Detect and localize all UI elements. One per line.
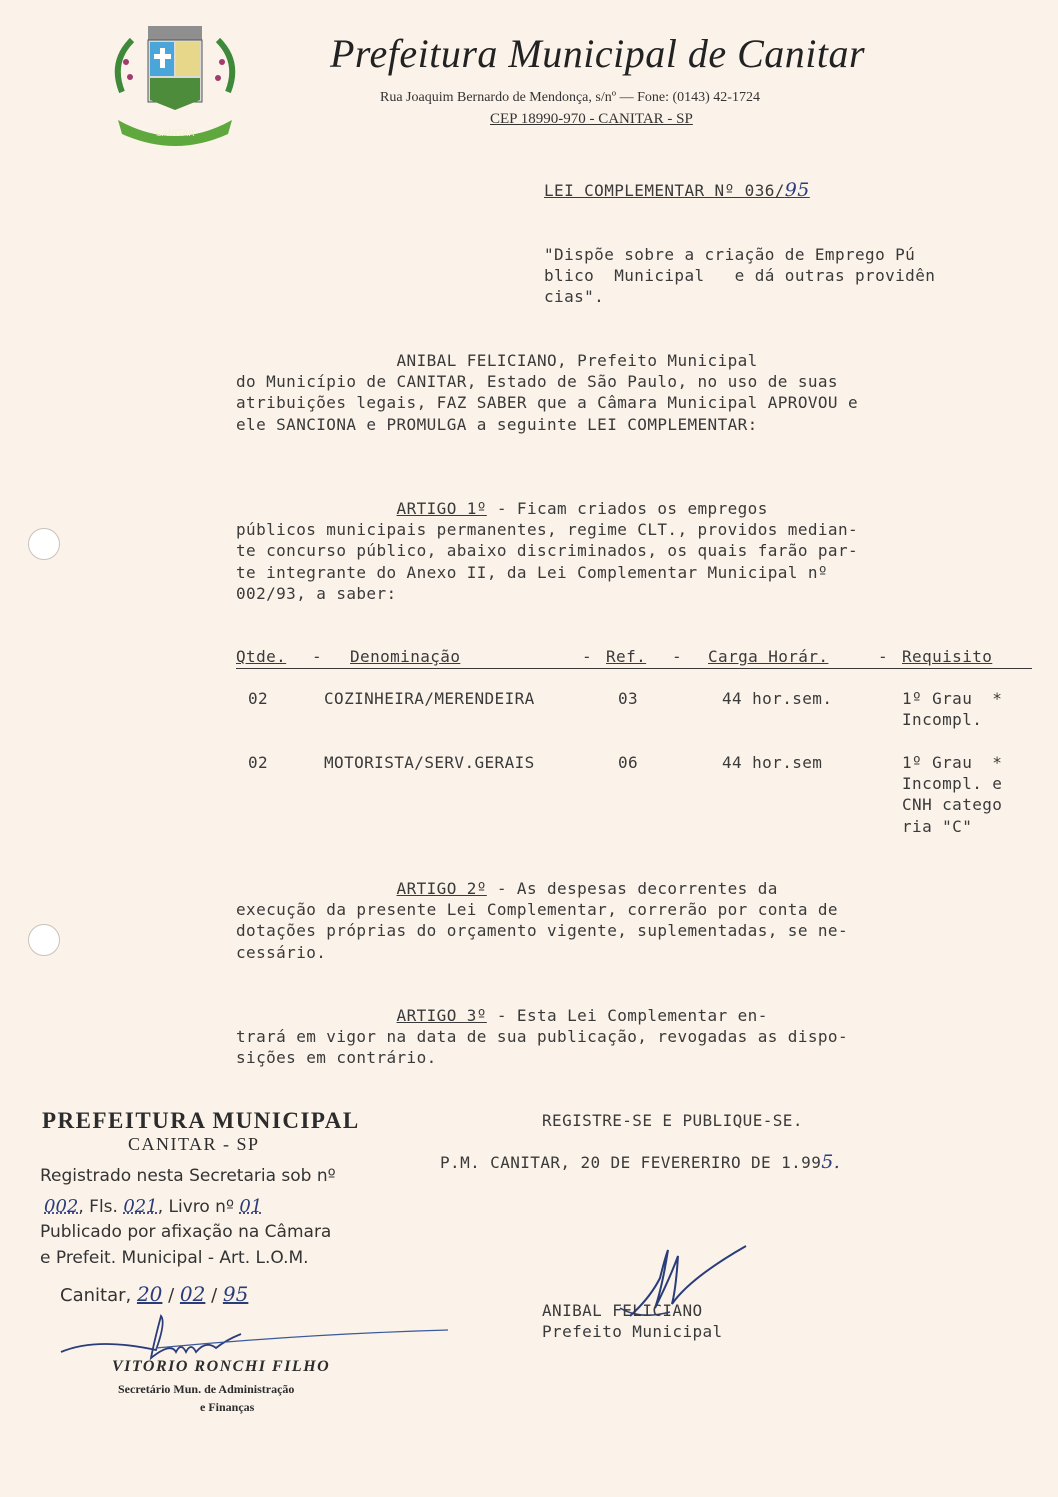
- cell-qtde: 02: [248, 689, 269, 708]
- stamp-registered-text: Registrado nesta Secretaria sob nº: [40, 1166, 336, 1186]
- date-handwritten-digit: 5.: [821, 1151, 841, 1173]
- article-3-first-line: ARTIGO 3º - Esta Lei Complementar en-: [396, 1006, 768, 1025]
- law-title-text: LEI COMPLEMENTAR Nº 036/: [544, 181, 785, 200]
- cell-denominacao: COZINHEIRA/MERENDEIRA: [324, 689, 535, 708]
- stamp-article-text: e Prefeit. Municipal - Art. L.O.M.: [40, 1248, 309, 1268]
- stamp-city: CANITAR - SP: [128, 1134, 260, 1154]
- preamble-line: atribuições legais, FAZ SABER que a Câmara Municipal APROVOU e: [236, 393, 859, 413]
- article-3: [236, 1005, 848, 1069]
- stamp-date-month: 02: [179, 1282, 206, 1306]
- letterhead-title: Prefeitura Municipal de Canitar: [330, 31, 866, 76]
- ementa-line: "Dispõe sobre a criação de Emprego Pú: [544, 245, 916, 264]
- article-2-label: ARTIGO 2º: [396, 879, 487, 898]
- table-row: [236, 752, 1032, 840]
- stamp-book-number: 01: [239, 1196, 263, 1217]
- header-qtde: Qtde.: [236, 647, 287, 666]
- stamp-reg-number: 002: [44, 1196, 79, 1217]
- ementa-line: blico Municipal e dá outras providên: [544, 266, 936, 286]
- punch-hole-top: [28, 528, 60, 560]
- article-2-line: dotações próprias do orçamento vigente, suplementadas, se ne-: [236, 921, 849, 941]
- article-2: [236, 878, 848, 963]
- cell-requisito: 1º Grau * Incompl.: [902, 689, 1003, 730]
- law-ementa: [544, 244, 935, 308]
- article-1-first-line: ARTIGO 1º - Ficam criados os empregos: [396, 499, 768, 518]
- ementa-line: cias".: [544, 287, 605, 307]
- stamp-date-year: 95: [222, 1282, 249, 1306]
- preamble-line: do Município de CANITAR, Estado de São Paulo, no uso de suas: [236, 372, 838, 392]
- punch-hole-bottom: [28, 924, 60, 956]
- article-3-label: ARTIGO 3º: [396, 1006, 487, 1025]
- signature-block: [542, 1300, 723, 1342]
- article-2-first-line: ARTIGO 2º - As despesas decorrentes da: [396, 879, 778, 898]
- letterhead-address: Rua Joaquim Bernardo de Mendonça, s/nº — Fone: (0143) 42-1724: [380, 90, 760, 105]
- cell-ref: 06: [618, 753, 639, 772]
- stamp-registration-line: 002, Fls. 021, Livro nº 01: [44, 1196, 263, 1217]
- stamp-publication-text: Publicado por afixação na Câmara: [40, 1222, 332, 1242]
- signer-name: ANIBAL FELICIANO: [542, 1301, 703, 1320]
- cell-ref: 03: [618, 689, 639, 708]
- cell-carga: 44 hor.sem: [722, 753, 823, 772]
- cell-requisito: 1º Grau * Incompl. e CNH catego ria "C": [902, 753, 1003, 836]
- header-denominacao: Denominação: [350, 647, 461, 666]
- stamp-secretary-role: Secretário Mun. de Administração: [118, 1382, 295, 1396]
- table-header: Qtde. - Denominação - Ref. - Carga Horár. - Requisito: [236, 646, 1032, 669]
- preamble-line: ele SANCIONA e PROMULGA a seguinte LEI COMPLEMENTAR:: [236, 414, 758, 434]
- stamp-date-day: 20: [136, 1282, 163, 1306]
- stamp-secretary-role-2: e Finanças: [200, 1400, 255, 1414]
- place-date: P.M. CANITAR, 20 DE FEVERERIRO DE 1.995.: [440, 1151, 841, 1173]
- article-1-line: 002/93, a saber:: [236, 583, 397, 603]
- header-requisito: Requisito: [902, 647, 993, 666]
- law-title: [544, 180, 810, 201]
- letterhead-cep: CEP 18990-970 - CANITAR - SP: [490, 111, 693, 127]
- registre-publique: REGISTRE-SE E PUBLIQUE-SE.: [542, 1111, 803, 1130]
- stamp-fls-number: 021: [123, 1196, 158, 1217]
- article-2-line: cessário.: [236, 942, 327, 962]
- header-carga: Carga Horár.: [708, 647, 829, 666]
- article-1-line: te integrante do Anexo II, da Lei Complementar Municipal nº: [236, 562, 828, 582]
- article-2-line: execução da presente Lei Complementar, correrão por conta de: [236, 900, 838, 920]
- table-row: [236, 688, 1032, 732]
- article-1: [236, 498, 858, 604]
- article-3-line: sições em contrário.: [236, 1048, 437, 1068]
- cell-carga: 44 hor.sem.: [722, 689, 833, 708]
- article-1-line: públicos municipais permanentes, regime CLT., providos median-: [236, 520, 859, 540]
- law-year-handwritten: 95: [784, 179, 810, 201]
- cell-denominacao: MOTORISTA/SERV.GERAIS: [324, 753, 535, 772]
- stamp-header: PREFEITURA MUNICIPAL: [42, 1108, 360, 1133]
- cell-qtde: 02: [248, 753, 269, 772]
- stamp-secretary-name: VITORIO RONCHI FILHO: [112, 1358, 331, 1375]
- stamp-date-line: Canitar, 20 / 02 / 95: [60, 1282, 249, 1306]
- coat-of-arms-logo: [110, 22, 240, 152]
- preamble-line: ANIBAL FELICIANO, Prefeito Municipal: [236, 351, 758, 370]
- article-1-label: ARTIGO 1º: [396, 499, 487, 518]
- article-1-line: te concurso público, abaixo discriminados, os quais farão par-: [236, 541, 859, 561]
- svg-text:CANITAR: CANITAR: [155, 129, 195, 139]
- header-ref: Ref.: [606, 647, 647, 666]
- signer-role: Prefeito Municipal: [542, 1322, 723, 1342]
- law-preamble: [236, 350, 858, 435]
- article-3-line: trará em vigor na data de sua publicação, revogadas as dispo-: [236, 1027, 849, 1047]
